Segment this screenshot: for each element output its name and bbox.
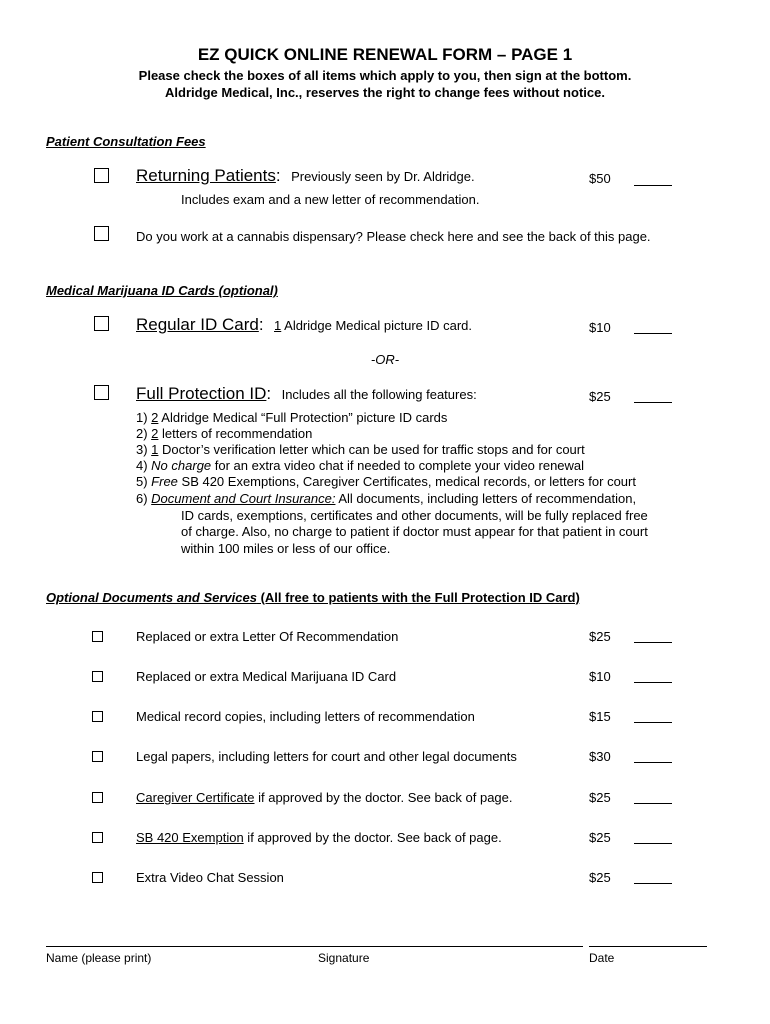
full-protection-title: Full Protection ID (136, 384, 267, 403)
optional-6-blank[interactable] (634, 843, 672, 844)
page-title: EZ QUICK ONLINE RENEWAL FORM – PAGE 1 (197, 45, 573, 64)
date-line[interactable] (589, 946, 707, 947)
section-consultation-heading: Patient Consultation Fees (46, 134, 206, 149)
optional-3-checkbox[interactable] (92, 711, 103, 722)
regular-id-desc: Aldridge Medical picture ID card. (281, 318, 473, 333)
regular-id-checkbox[interactable] (94, 316, 109, 331)
optional-2-price: $10 (589, 669, 611, 684)
feature-6-line-2: ID cards, exemptions, certificates and other documents, will be fully replaced free (181, 508, 648, 523)
optional-7-label: Extra Video Chat Session (136, 870, 284, 885)
returning-patients-row (136, 166, 475, 186)
instructions-line-2: Aldridge Medical, Inc., reserves the right to change fees without notice. (165, 85, 605, 100)
returning-patients-desc: Previously seen by Dr. Aldridge. (291, 169, 475, 184)
optional-3-label: Medical record copies, including letters of recommendation (136, 709, 475, 724)
full-protection-row (136, 384, 477, 404)
optional-2-checkbox[interactable] (92, 671, 103, 682)
feature-6-line-4: within 100 miles or less of our office. (181, 541, 391, 556)
full-protection-desc: Includes all the following features: (281, 387, 477, 402)
optional-2-label: Replaced or extra Medical Marijuana ID Card (136, 669, 397, 684)
regular-id-count: 1 (274, 318, 282, 333)
returning-patients-price: $50 (589, 171, 611, 186)
optional-5-price: $25 (589, 790, 611, 805)
regular-id-blank[interactable] (634, 333, 672, 334)
feature-6-line-3: of charge. Also, no charge to patient if doctor must appear for that patient in court (181, 524, 648, 539)
returning-patients-title: Returning Patients (136, 166, 276, 185)
returning-patients-blank[interactable] (634, 185, 672, 186)
feature-4: 4) No charge for an extra video chat if needed to complete your video renewal (136, 458, 585, 473)
optional-1-blank[interactable] (634, 642, 672, 643)
or-separator: -OR- (370, 352, 400, 367)
optional-4-checkbox[interactable] (92, 751, 103, 762)
full-protection-checkbox[interactable] (94, 385, 109, 400)
returning-patients-note: Includes exam and a new letter of recommendation. (181, 192, 480, 207)
regular-id-colon: : (258, 315, 264, 334)
full-protection-blank[interactable] (634, 402, 672, 403)
regular-id-title: Regular ID Card (136, 315, 259, 334)
optional-3-price: $15 (589, 709, 611, 724)
returning-patients-checkbox[interactable] (94, 168, 109, 183)
feature-6: 6) Document and Court Insurance: All documents, including letters of recommendation, (136, 491, 637, 506)
optional-1-label: Replaced or extra Letter Of Recommendation (136, 629, 399, 644)
regular-id-price: $10 (589, 320, 611, 335)
optional-6-price: $25 (589, 830, 611, 845)
signature-label: Signature (318, 951, 370, 965)
optional-5-blank[interactable] (634, 803, 672, 804)
name-signature-line[interactable] (46, 946, 583, 947)
optional-1-price: $25 (589, 629, 611, 644)
feature-1: 1) 2 Aldridge Medical “Full Protection” picture ID cards (136, 410, 448, 425)
dispensary-question: Do you work at a cannabis dispensary? Please check here and see the back of this page. (136, 229, 651, 244)
full-protection-colon: : (266, 384, 272, 403)
optional-4-label: Legal papers, including letters for court and other legal documents (136, 749, 517, 764)
feature-2: 2) 2 letters of recommendation (136, 426, 313, 441)
feature-3: 3) 1 Doctor’s verification letter which can be used for traffic stops and for court (136, 442, 585, 457)
optional-1-checkbox[interactable] (92, 631, 103, 642)
section-optional-heading: Optional Documents and Services (All free to patients with the Full Protection ID Card) (46, 590, 580, 605)
section-id-cards-heading: Medical Marijuana ID Cards (optional) (46, 283, 278, 298)
instructions-line-1: Please check the boxes of all items which apply to you, then sign at the bottom. (138, 68, 632, 83)
optional-7-blank[interactable] (634, 883, 672, 884)
feature-5: 5) Free SB 420 Exemptions, Caregiver Certificates, medical records, or letters for court (136, 474, 636, 489)
date-label: Date (589, 951, 615, 965)
optional-6-label: SB 420 Exemption if approved by the doctor. See back of page. (136, 830, 502, 845)
regular-id-row (136, 315, 472, 335)
optional-2-blank[interactable] (634, 682, 672, 683)
full-protection-price: $25 (589, 389, 611, 404)
optional-4-price: $30 (589, 749, 611, 764)
optional-6-checkbox[interactable] (92, 832, 103, 843)
dispensary-checkbox[interactable] (94, 226, 109, 241)
optional-7-checkbox[interactable] (92, 872, 103, 883)
optional-5-label: Caregiver Certificate if approved by the doctor. See back of page. (136, 790, 513, 805)
optional-5-checkbox[interactable] (92, 792, 103, 803)
name-label: Name (please print) (46, 951, 152, 965)
optional-3-blank[interactable] (634, 722, 672, 723)
optional-7-price: $25 (589, 870, 611, 885)
optional-4-blank[interactable] (634, 762, 672, 763)
returning-patients-colon: : (275, 166, 281, 185)
